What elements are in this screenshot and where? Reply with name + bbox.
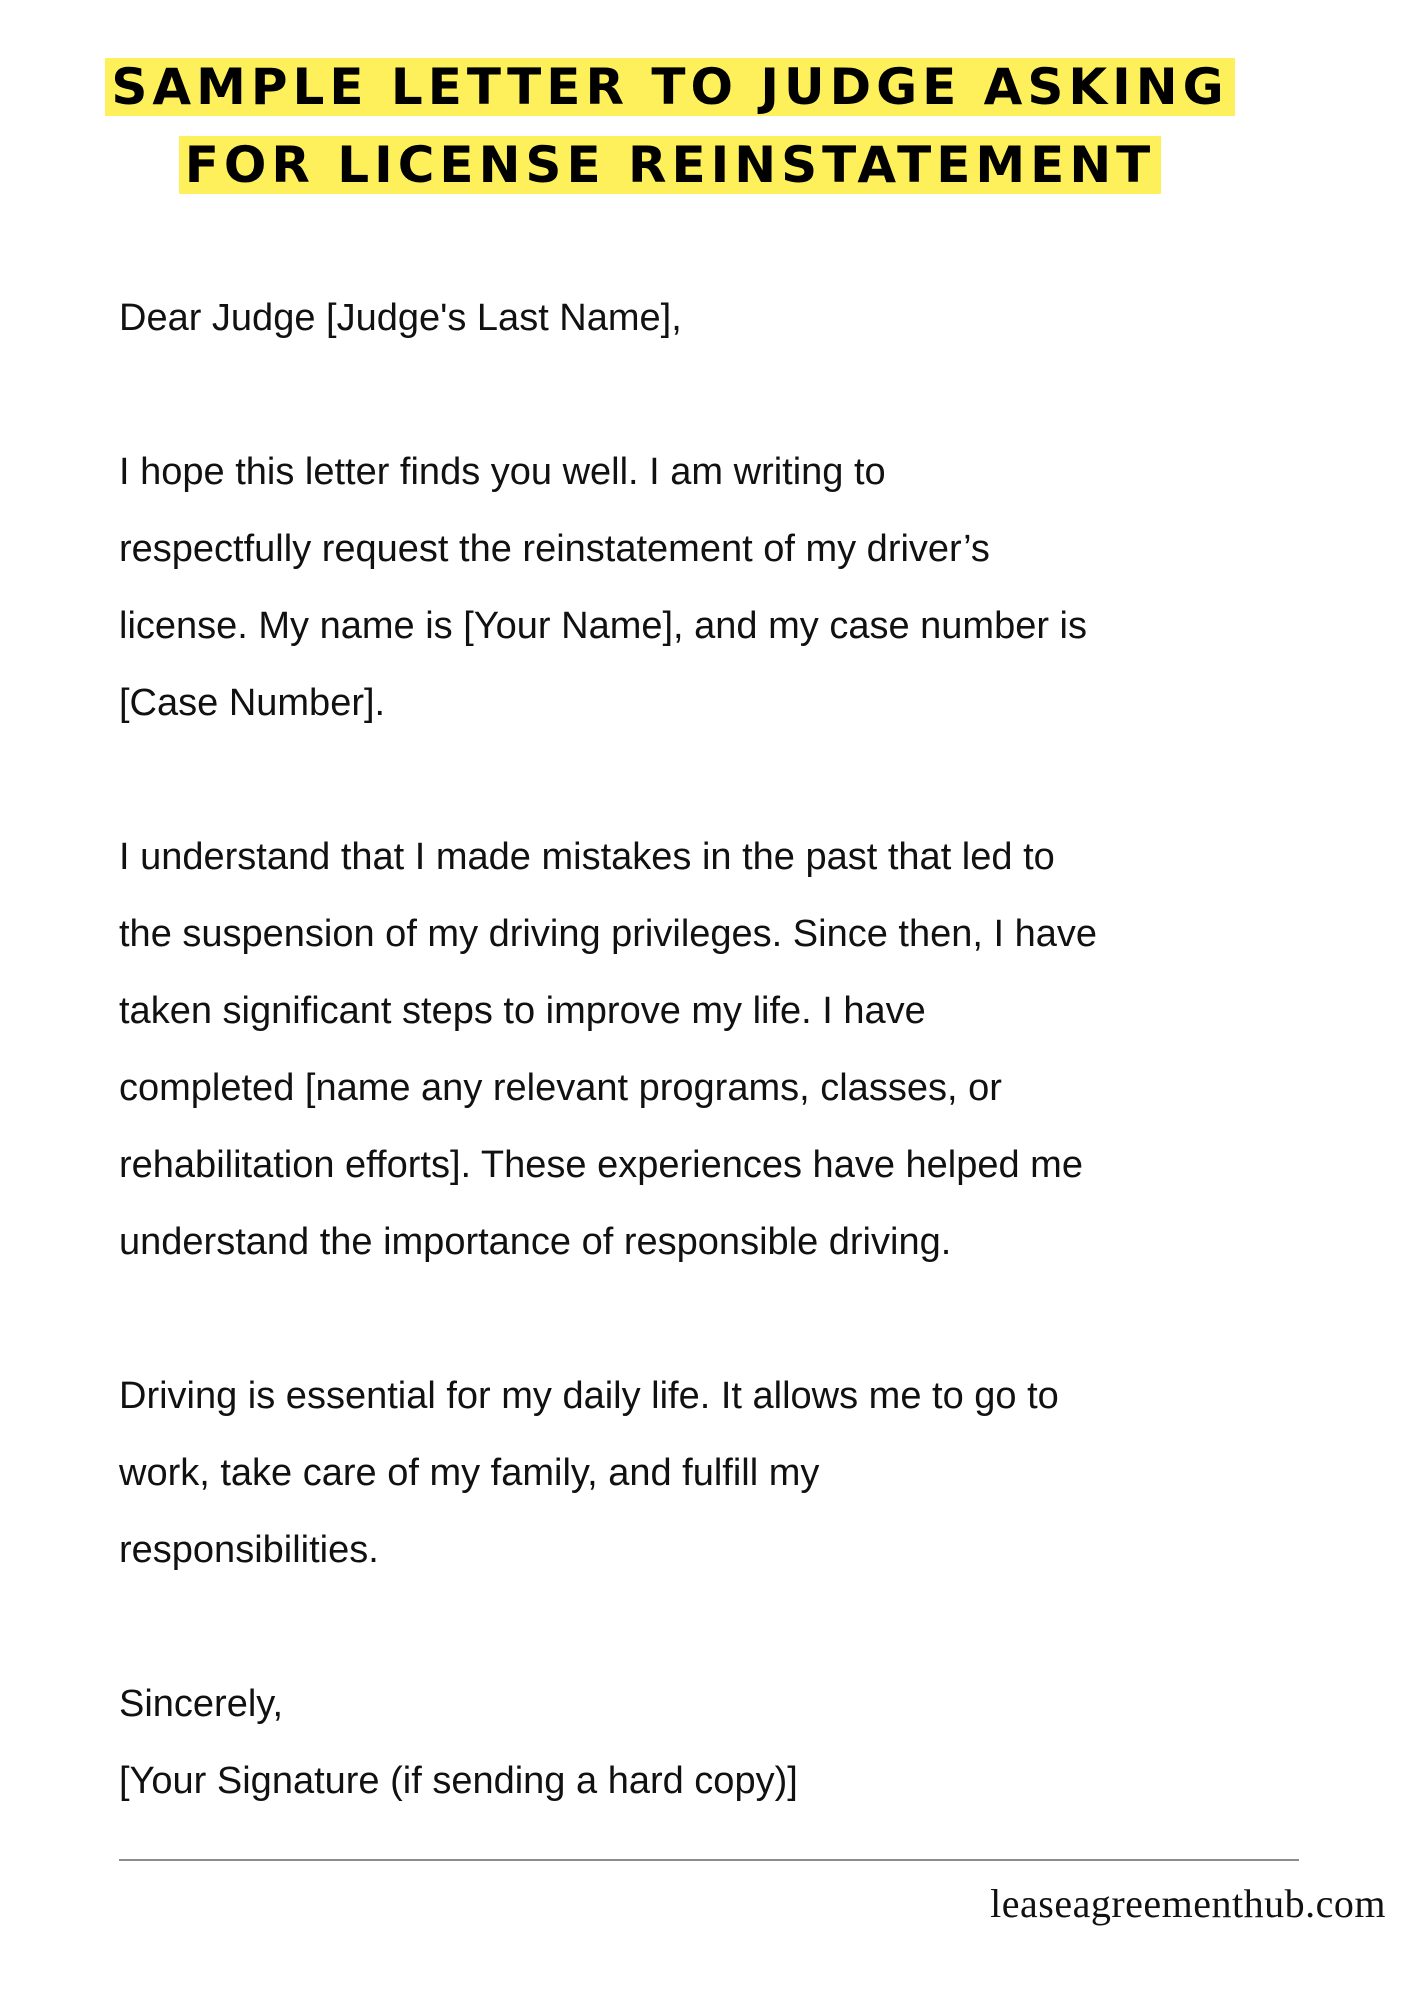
paragraph-line: understand the importance of responsible driving. [119,1221,952,1263]
footer-divider [119,1859,1299,1861]
paragraph-line: responsibilities. [119,1529,379,1571]
paragraph-line: rehabilitation efforts]. These experiences have helped me [119,1144,1083,1186]
paragraph-line: completed [name any relevant programs, classes, or [119,1067,1002,1109]
paragraph-line: work, take care of my family, and fulfill my [119,1452,820,1494]
closing-block [119,1666,1369,1820]
paragraph-line: [Case Number]. [119,682,386,724]
website-footer: leaseagreementhub.com [990,1881,1386,1926]
paragraph-line: I understand that I made mistakes in the past that led to [119,836,1055,878]
paragraph-3 [119,1358,1369,1589]
closing: Sincerely, [119,1683,284,1725]
paragraph-line: license. My name is [Your Name], and my case number is [119,605,1087,647]
paragraph-line: the suspension of my driving privileges. Since then, I have [119,913,1097,955]
paragraph-2 [119,819,1369,1281]
title-line-1: SAMPLE LETTER TO JUDGE ASKING [0,48,1340,126]
salutation: Dear Judge [Judge's Last Name], [119,297,682,339]
paragraph-line: I hope this letter finds you well. I am writing to [119,451,886,493]
paragraph-line: Driving is essential for my daily life. It allows me to go to [119,1375,1059,1417]
title-line-2: FOR LICENSE REINSTATEMENT [0,126,1340,204]
document-title [0,48,1340,204]
paragraph-line: respectfully request the reinstatement of my driver’s [119,528,990,570]
letter-body [119,280,1369,1820]
paragraph-1 [119,434,1369,742]
paragraph-line: taken significant steps to improve my life. I have [119,990,926,1032]
signature-placeholder: [Your Signature (if sending a hard copy)] [119,1760,798,1802]
